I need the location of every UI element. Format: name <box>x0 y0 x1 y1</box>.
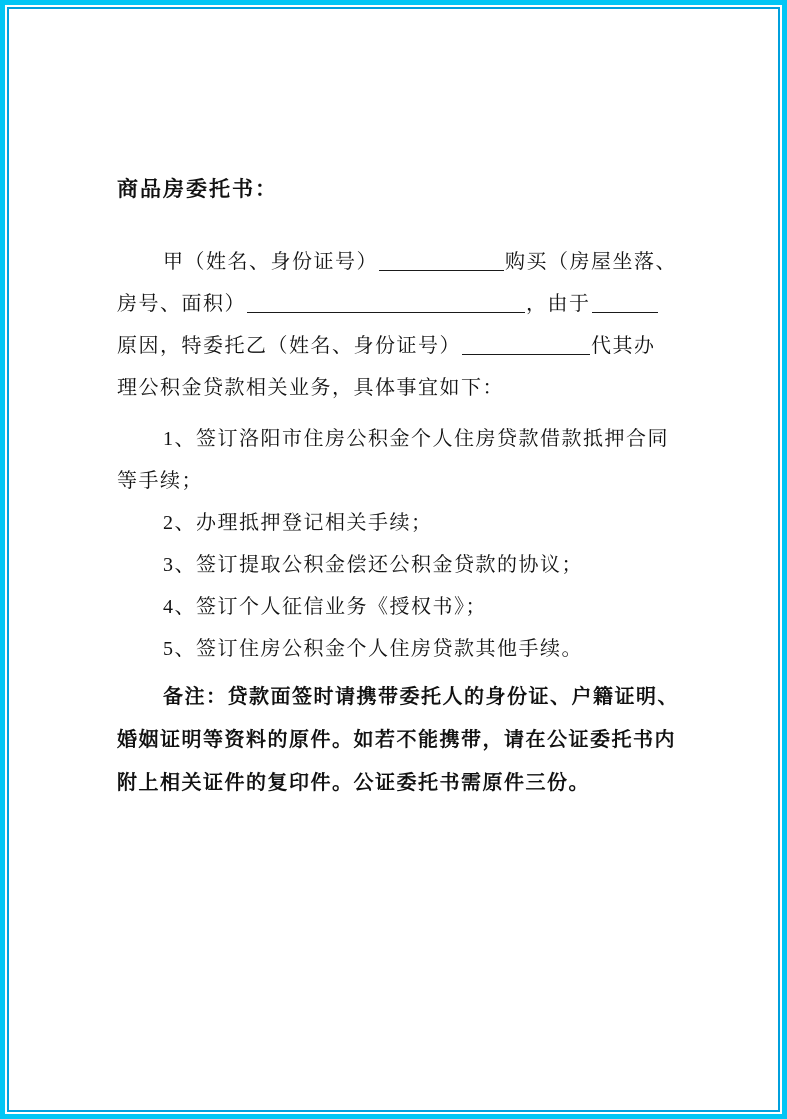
remark-paragraph <box>117 676 679 805</box>
list-item-line: 5、签订住房公积金个人住房贷款其他手续。 <box>163 638 583 660</box>
intro-text: ，由于 <box>526 293 591 315</box>
fill-in-blank-property <box>247 292 525 313</box>
list-item <box>117 502 679 544</box>
list-item-line: 3、签订提取公积金偿还公积金贷款的协议； <box>163 554 583 576</box>
list-item <box>117 544 679 586</box>
fill-in-blank-party-b <box>462 334 590 355</box>
document-body <box>117 176 679 805</box>
list-item <box>117 586 679 628</box>
remark-line-1: 备注：贷款面签时请携带委托人的身份证、户籍证明、 <box>163 686 679 708</box>
list-item-line: 4、签订个人征信业务《授权书》； <box>163 596 487 618</box>
intro-text: 代其办 <box>591 335 656 357</box>
list-item-line: 等手续； <box>117 470 203 492</box>
remark-line-3: 附上相关证件的复印件。公证委托书需原件三份。 <box>117 772 590 794</box>
intro-line-4: 理公积金贷款相关业务，具体事宜如下： <box>117 377 504 399</box>
fill-in-blank-reason <box>592 292 658 313</box>
intro-line-1 <box>117 241 679 283</box>
remark-line-2: 婚姻证明等资料的原件。如若不能携带，请在公证委托书内 <box>117 729 676 751</box>
entrusted-items-list <box>117 418 679 670</box>
intro-text: 甲（姓名、身份证号） <box>163 251 378 273</box>
intro-text: 原因，特委托乙（姓名、身份证号） <box>117 335 461 357</box>
fill-in-blank-party-a <box>379 250 504 271</box>
intro-text: 房号、面积） <box>117 293 246 315</box>
list-item <box>117 628 679 670</box>
intro-text: 购买（房屋坐落、 <box>505 251 677 273</box>
list-item <box>117 418 679 502</box>
list-item-line: 1、签订洛阳市住房公积金个人住房贷款借款抵押合同 <box>163 428 669 450</box>
intro-line-3 <box>117 325 679 367</box>
document-title: 商品房委托书： <box>117 177 278 201</box>
intro-line-2 <box>117 283 679 325</box>
list-item-line: 2、办理抵押登记相关手续； <box>163 512 433 534</box>
intro-paragraph <box>117 241 679 409</box>
